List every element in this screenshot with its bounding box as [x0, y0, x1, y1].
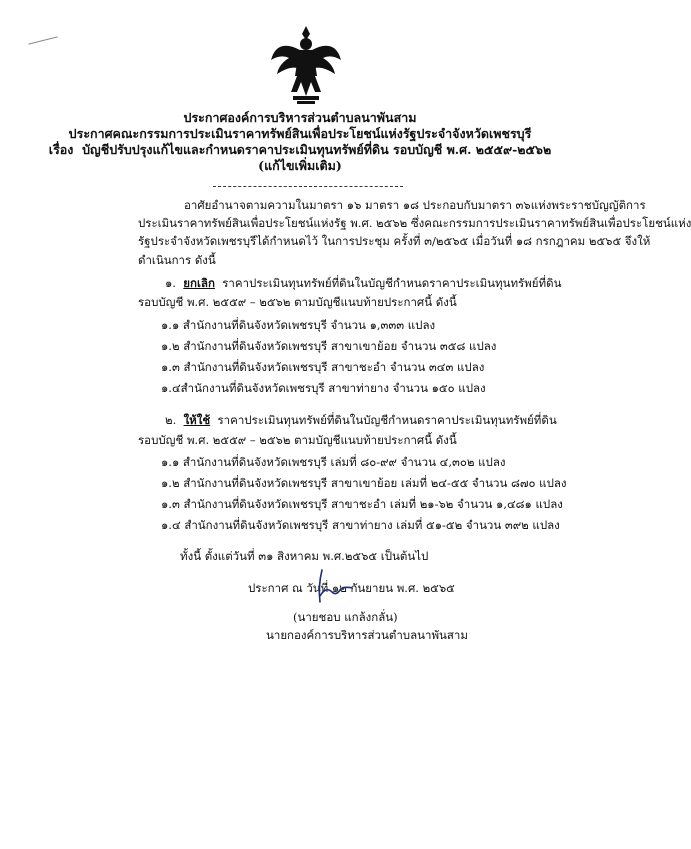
section-2-item: ๑.๓ สำนักงานที่ดินจังหวัดเพชรบุรี สาขาชะอำ เล่มที่ ๒๑-๖๒ จำนวน ๑,๔๘๑ แปลง	[161, 497, 563, 511]
section-2-heading	[165, 413, 557, 428]
divider	[213, 186, 403, 187]
intro-line-1: อาศัยอำนาจตามความในมาตรา ๑๖ มาตรา ๑๘ ประกอบกับมาตรา ๓๖แห่งพระราชบัญญัติการ	[184, 198, 646, 212]
document-header	[0, 110, 600, 174]
header-committee: ประกาศคณะกรรมการประเมินราคาทรัพย์สินเพื่อประโยชน์แห่งรัฐประจำจังหวัดเพชรบุรี	[68, 126, 532, 141]
section-1-keyword: ยกเลิก	[183, 276, 215, 290]
section-1-heading	[165, 276, 561, 291]
intro-line-4: ดำเนินการ ดังนี้	[138, 253, 216, 267]
section-2-item: ๑.๔ สำนักงานที่ดินจังหวัดเพชรบุรี สาขาท่ายาง เล่มที่ ๕๑-๕๒ จำนวน ๓๙๒ แปลง	[161, 518, 560, 532]
signatory-name: (นายชอบ แกล้งกลั่น)	[293, 610, 398, 624]
subject-label: เรื่อง	[48, 142, 74, 157]
section-2-keyword: ให้ใช้	[183, 413, 211, 427]
signatory-position: นายกองค์การบริหารส่วนตำบลนาพันสาม	[266, 628, 468, 642]
section-1-item: ๑.๓ สำนักงานที่ดินจังหวัดเพชรบุรี สาขาชะอำ จำนวน ๓๔๓ แปลง	[161, 360, 485, 374]
section-2-item: ๑.๑ สำนักงานที่ดินจังหวัดเพชรบุรี เล่มที่ ๘๐-๙๙ จำนวน ๔,๓๐๒ แปลง	[161, 455, 506, 469]
garuda-emblem-icon	[267, 20, 345, 108]
section-1-number: ๑.	[165, 276, 176, 290]
section-1-item: ๑.๑ สำนักงานที่ดินจังหวัดเพชรบุรี จำนวน ๑,๓๓๓ แปลง	[161, 318, 436, 332]
section-2-line-2: รอบบัญชี พ.ศ. ๒๕๕๙ – ๒๕๖๒ ตามบัญชีแนบท้ายประกาศนี้ ดังนี้	[138, 433, 457, 447]
section-1-line-2: รอบบัญชี พ.ศ. ๒๕๕๙ – ๒๕๖๒ ตามบัญชีแนบท้ายประกาศนี้ ดังนี้	[138, 295, 457, 309]
section-1-item: ๑.๔สำนักงานที่ดินจังหวัดเพชรบุรี สาขาท่ายาง จำนวน ๑๕๐ แปลง	[161, 381, 486, 395]
intro-line-2: ประเมินราคาทรัพย์สินเพื่อประโยชน์แห่งรัฐ พ.ศ. ๒๕๖๒ ซึ่งคณะกรรมการประเมินราคาทรัพย์สินเพื่อประโยชน์แห่ง	[138, 216, 691, 230]
section-1-text: ราคาประเมินทุนทรัพย์ที่ดินในบัญชีกำหนดราคาประเมินทุนทรัพย์ที่ดิน	[222, 276, 562, 290]
scan-mark	[28, 36, 57, 44]
header-subject	[0, 142, 600, 158]
subject-text: บัญชีปรับปรุงแก้ไขและกำหนดราคาประเมินทุนทรัพย์ที่ดิน รอบบัญชี พ.ศ. ๒๕๕๙-๒๕๖๒	[82, 142, 552, 157]
section-2-text: ราคาประเมินทุนทรัพย์ที่ดินในบัญชีกำหนดราคาประเมินทุนทรัพย์ที่ดิน	[217, 413, 557, 427]
header-organization: ประกาศองค์การบริหารส่วนตำบลนาพันสาม	[183, 110, 417, 125]
section-2-item: ๑.๒ สำนักงานที่ดินจังหวัดเพชรบุรี สาขาเขาย้อย เล่มที่ ๒๔-๕๕ จำนวน ๘๗๐ แปลง	[161, 476, 567, 490]
announcement-date: ประกาศ ณ วันที่ ๑๒ กันยายน พ.ศ. ๒๕๖๕	[248, 581, 455, 595]
effective-date: ทั้งนี้ ตั้งแต่วันที่ ๓๑ สิงหาคม พ.ศ.๒๕๖๕ เป็นต้นไป	[180, 549, 429, 563]
section-1-item: ๑.๒ สำนักงานที่ดินจังหวัดเพชรบุรี สาขาเขาย้อย จำนวน ๓๕๘ แปลง	[161, 339, 497, 353]
section-2-number: ๒.	[165, 413, 177, 427]
intro-line-3: รัฐประจำจังหวัดเพชรบุรีได้กำหนดไว้ ในการประชุม ครั้งที่ ๓/๒๕๖๕ เมื่อวันที่ ๑๘ กรกฎาคม ๒๕๖๕ จึงให้	[138, 234, 651, 248]
subject-note: (แก้ไขเพิ่มเติม)	[258, 158, 342, 173]
signature-icon	[312, 566, 360, 606]
